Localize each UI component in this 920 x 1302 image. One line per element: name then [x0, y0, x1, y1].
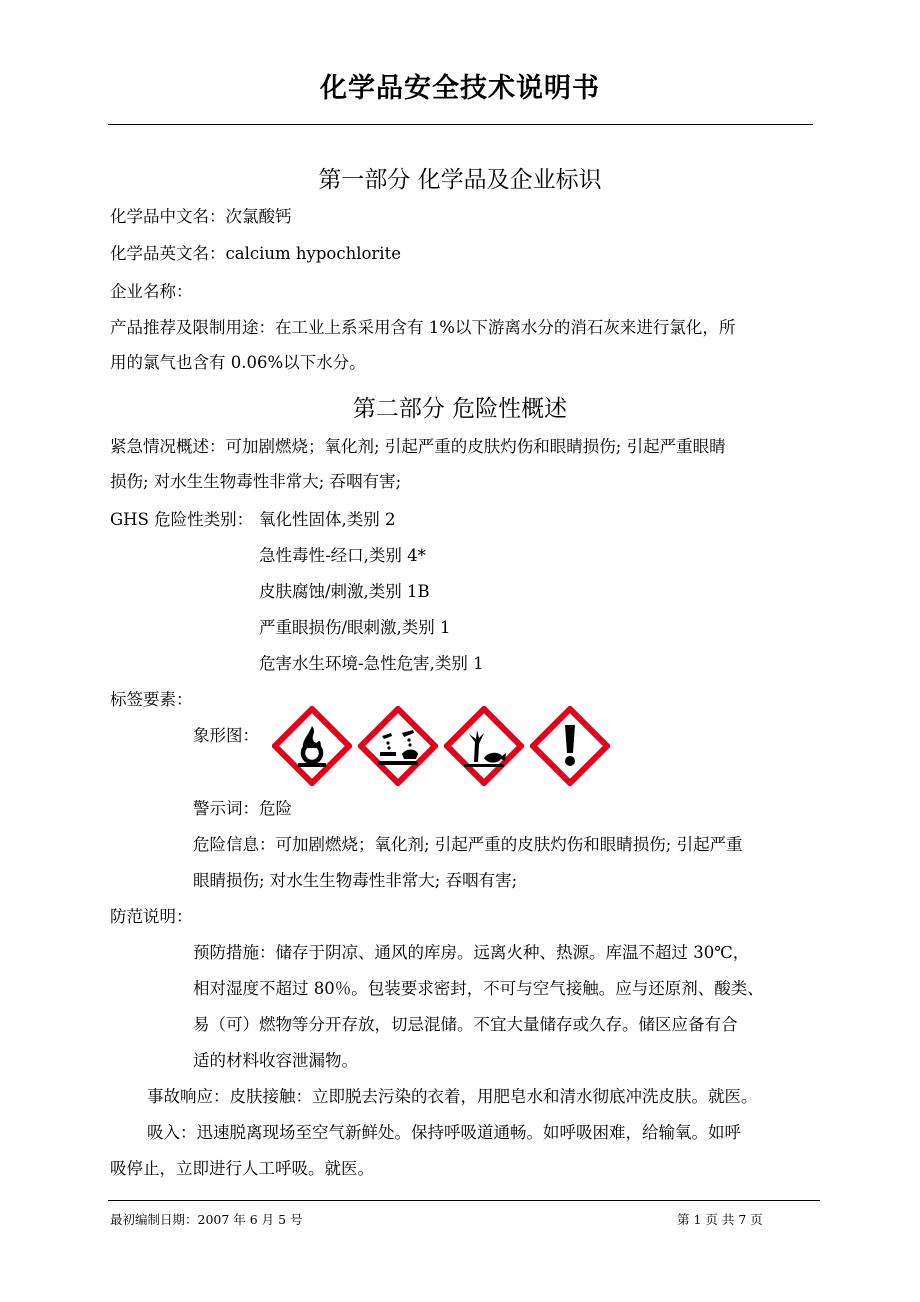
label-elements: 标签要素：	[110, 690, 193, 709]
footer-divider	[108, 1200, 820, 1201]
ghs-class-1: 氧化性固体,类别 2	[259, 510, 396, 529]
inhale-line-2: 吸停止，立即进行人工呼吸。就医。	[110, 1159, 374, 1178]
ghs-class-5: 危害水生环境-急性危害,类别 1	[259, 654, 484, 673]
emergency-line-1: 紧急情况概述：可加剧燃烧；氧化剂; 引起严重的皮肤灼伤和眼睛损伤; 引起严重眼睛	[110, 437, 726, 456]
chemical-cn-name: 化学品中文名：次氯酸钙	[110, 207, 292, 226]
prevention-line-3: 易（可）燃物等分开存放，切忌混储。不宜大量储存或久存。储区应备有合	[193, 1015, 738, 1034]
section2-heading: 第二部分 危险性概述	[352, 396, 568, 422]
prevention-line-1: 预防措施：储存于阴凉、通风的库房。远离火种、热源。库温不超过 30℃，	[193, 943, 750, 962]
ghs-class-2: 急性毒性-经口,类别 4*	[259, 546, 426, 565]
signal-word: 警示词：危险	[193, 799, 292, 818]
inhale-line-1: 吸入：迅速脱离现场至空气新鲜处。保持呼吸道通畅。如呼吸困难，给输氧。如呼	[147, 1123, 741, 1142]
environment-icon	[444, 706, 524, 786]
ghs-label: GHS 危险性类别：	[110, 510, 254, 529]
company-name: 企业名称：	[110, 282, 193, 301]
ghs-class-3: 皮肤腐蚀/刺激,类别 1B	[259, 582, 430, 601]
precaution-label: 防范说明：	[110, 907, 193, 926]
exclamation-icon	[530, 706, 610, 786]
section1-heading: 第一部分 化学品及企业标识	[318, 167, 602, 193]
chemical-en-name: 化学品英文名：calcium hypochlorite	[110, 244, 401, 263]
usage-line-2: 用的氯气也含有 0.06%以下水分。	[110, 353, 366, 372]
prevention-line-2: 相对湿度不超过 80％。包装要求密封，不可与空气接触。应与还原剂、酸类、	[193, 979, 764, 998]
document-title: 化学品安全技术说明书	[320, 73, 600, 104]
corrosive-icon	[358, 706, 438, 786]
ghs-pictograms	[272, 706, 612, 786]
title-divider	[108, 124, 813, 125]
prevention-line-4: 适的材料收容泄漏物。	[193, 1051, 358, 1070]
pictogram-label: 象形图：	[193, 726, 259, 745]
emergency-line-2: 损伤; 对水生生物毒性非常大; 吞咽有害;	[110, 472, 402, 491]
usage-line-1: 产品推荐及限制用途：在工业上系采用含有 1%以下游离水分的消石灰来进行氯化，所	[110, 318, 736, 337]
ghs-class-4: 严重眼损伤/眼刺激,类别 1	[259, 618, 451, 637]
footer-date: 最初编制日期：2007 年 6 月 5 号	[110, 1212, 303, 1227]
hazard-line-2: 眼睛损伤; 对水生生物毒性非常大; 吞咽有害;	[193, 871, 518, 890]
oxidizer-icon	[272, 706, 352, 786]
footer-page-number: 第 1 页 共 7 页	[677, 1212, 763, 1227]
hazard-line-1: 危险信息：可加剧燃烧；氧化剂; 引起严重的皮肤灼伤和眼睛损伤; 引起严重	[193, 835, 743, 854]
response-line: 事故响应：皮肤接触：立即脱去污染的衣着，用肥皂水和清水彻底冲洗皮肤。就医。	[147, 1087, 758, 1106]
